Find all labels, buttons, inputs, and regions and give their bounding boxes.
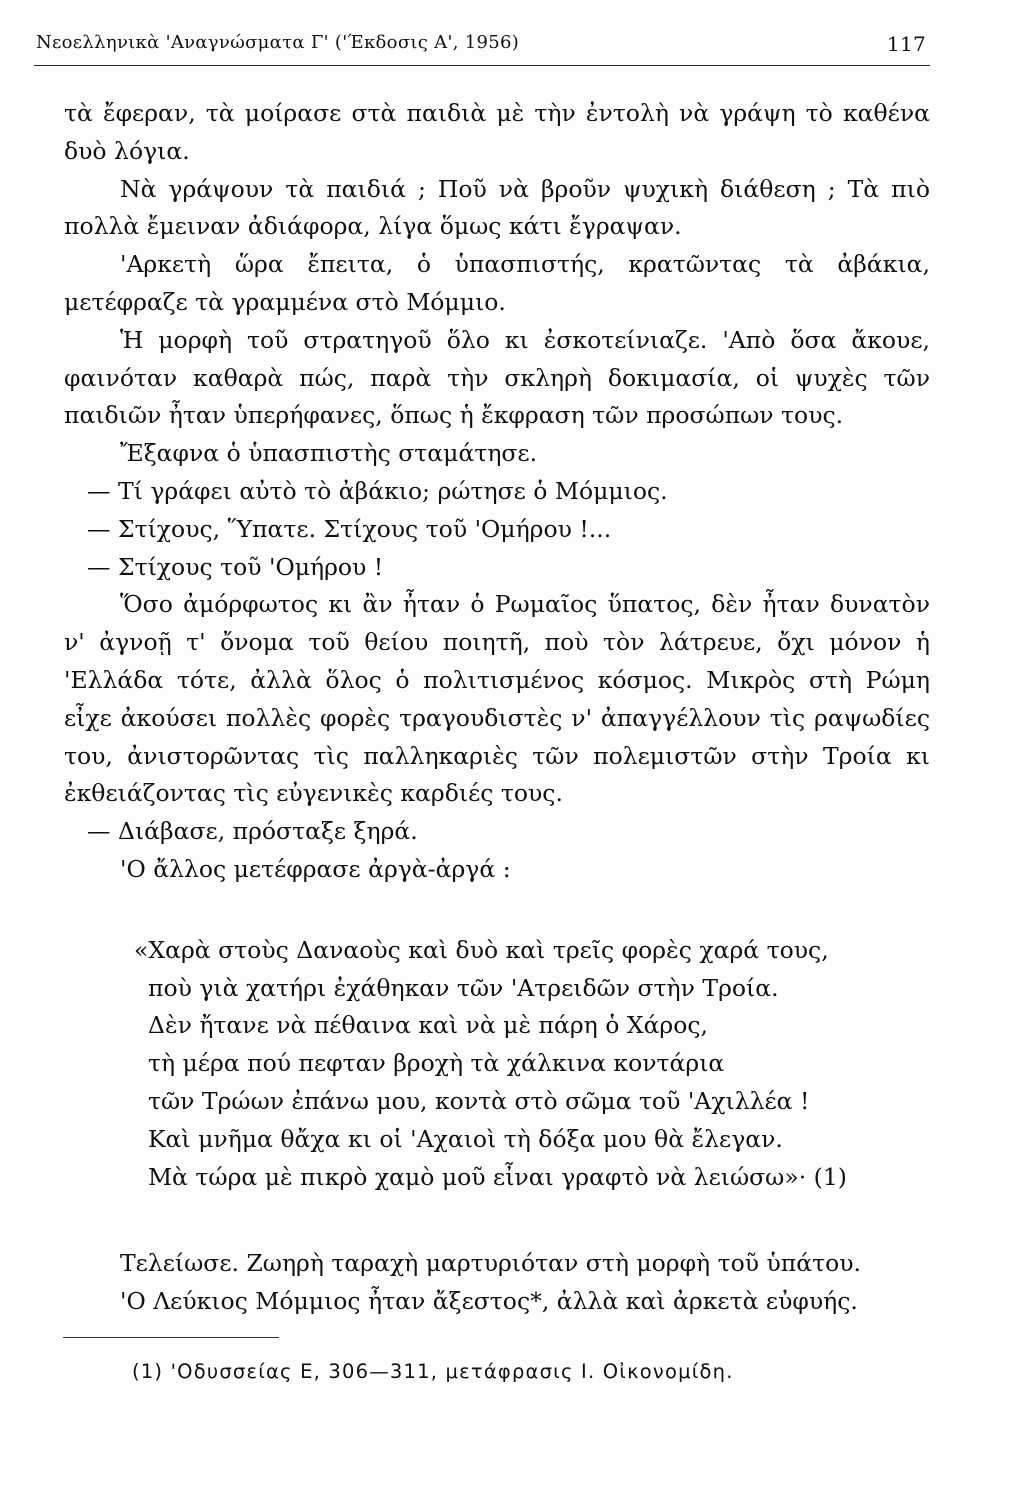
verse-line: Δὲν ἤτανε νὰ πέθαινα καὶ νὰ μὲ πάρη ὁ Χάρος, <box>148 1011 709 1040</box>
running-header <box>36 30 926 62</box>
paragraph: Ὅσο ἀμόρφωτος κι ἂν ἦταν ὁ Ρωμαῖος ὕπατος, δὲν ἦταν δυνατὸν ν' ἀγνοῇ τ' ὄνομα τοῦ θείου ποιητῆ, ποὺ τὸν λάτρευε, ὄχι μόνον ἡ 'Ελλάδα τότε, ἀλλὰ ὅλος ὁ πολιτισμένος κόσμος. Μικρὸς στὴ Ρώμη εἶχε ἀκούσει πολλὲς φορὲς τραγουδιστὲς ν' ἀπαγγέλλουν τὶς ραψωδίες του, ἀνιστορῶντας τὶς παλληκαριὲς τῶν πολεμιστῶν στὴν Τροία κι ἐκθειάζοντας τὶς εὐγενικὲς καρδιές τους. <box>64 590 930 808</box>
page-body <box>64 95 930 1321</box>
running-header-title: Νεοελληνικὰ 'Αναγνώσματα Γ' ('Έκδοσις Α', 1956) <box>36 32 520 53</box>
verse-line: τὴ μέρα πού πεφταν βροχὴ τὰ χάλκινα κοντάρια <box>148 1049 725 1078</box>
paragraph: 'Ο Λεύκιος Μόμμιος ἦταν ἄξεστος*, ἀλλὰ καὶ ἀρκετὰ εὐφυής. <box>120 1287 858 1316</box>
paragraph: Νὰ γράψουν τὰ παιδιά ; Ποῦ νὰ βροῦν ψυχικὴ διάθεση ; Τὰ πιὸ πολλὰ ἔμειναν ἀδιάφορα, λίγα ὅμως κάτι ἔγραψαν. <box>64 174 930 241</box>
verse-line: τῶν Τρώων ἐπάνω μου, κοντὰ στὸ σῶμα τοῦ 'Αχιλλέα ! <box>148 1086 810 1115</box>
paragraph: 'Αρκετὴ ὥρα ἔπειτα, ὁ ὑπασπιστής, κρατῶντας τὰ ἀβάκια, μετέφραζε τὰ γραμμένα στὸ Μόμμιο. <box>64 250 930 316</box>
header-rule <box>34 65 930 66</box>
footnote-rule <box>63 1337 279 1338</box>
dialogue-line: — Στίχους, Ὕπατε. Στίχους τοῦ 'Ομήρου !... <box>87 514 612 543</box>
footnote: (1) 'Οδυσσείας Ε, 306—311, μετάφρασις Ι. Οἰκονομίδη. <box>132 1360 734 1383</box>
page-number: 117 <box>886 32 926 56</box>
paragraph: τὰ ἔφεραν, τὰ μοίρασε στὰ παιδιὰ μὲ τὴν ἐντολὴ νὰ γράψη τὸ καθένα δυὸ λόγια. <box>64 99 930 165</box>
paragraph: Τελείωσε. Ζωηρὴ ταραχὴ μαρτυριόταν στὴ μορφὴ τοῦ ὑπάτου. <box>120 1249 862 1278</box>
verse-line: «Χαρὰ στοὺς Δαναοὺς καὶ δυὸ καὶ τρεῖς φορὲς χαρά τους, <box>134 935 829 964</box>
dialogue-line: — Διάβασε, πρόσταξε ξηρά. <box>87 817 418 846</box>
closing-block <box>64 1245 930 1321</box>
paragraph: Ἡ μορφὴ τοῦ στρατηγοῦ ὅλο κι ἐσκοτείνιαζε. 'Απὸ ὅσα ἄκουε, φαινόταν καθαρὰ πώς, παρὰ τὴν σκληρὴ δοκιμασία, οἱ ψυχὲς τῶν παιδιῶν ἦταν ὑπερήφανες, ὅπως ἡ ἔκφραση τῶν προσώπων τους. <box>64 325 930 430</box>
verse-line: Καὶ μνῆμα θἄχα κι οἱ 'Αχαιοὶ τὴ δόξα μου θὰ ἔλεγαν. <box>148 1124 783 1153</box>
dialogue-line: — Στίχους τοῦ 'Ομήρου ! <box>87 552 384 581</box>
paragraph: 'Ο ἄλλος μετέφρασε ἀργὰ-ἀργά : <box>120 854 511 883</box>
verse-line: Μὰ τώρα μὲ πικρὸ χαμὸ μοῦ εἶναι γραφτὸ νὰ λειώσω»· (1) <box>148 1162 847 1191</box>
verse-line: ποὺ γιὰ χατήρι ἐχάθηκαν τῶν 'Ατρειδῶν στὴν Τροία. <box>148 973 779 1002</box>
paragraph: Ἔξαφνα ὁ ὑπασπιστὴς σταμάτησε. <box>120 439 538 468</box>
verse-block <box>64 932 930 1197</box>
dialogue-line: — Τί γράφει αὐτὸ τὸ ἀβάκιο; ρώτησε ὁ Μόμμιος. <box>87 476 668 505</box>
